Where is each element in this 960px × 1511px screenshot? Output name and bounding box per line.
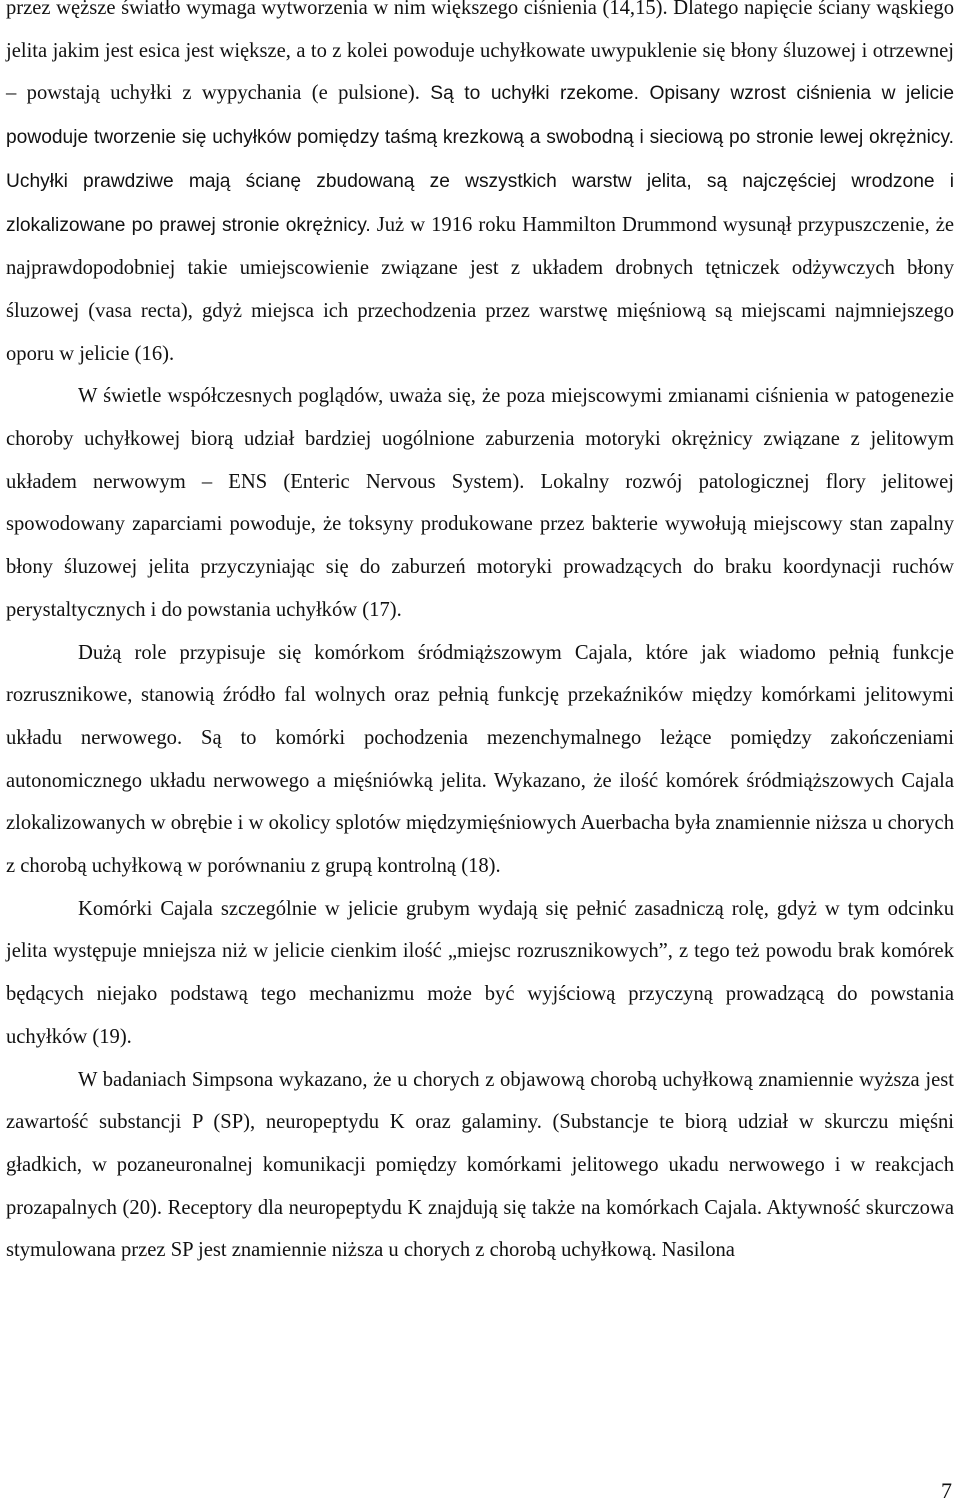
paragraph-1-part-1: przez węższe światło wymaga wytworzenia w nim większego ciśnienia (14,15). Dlatego napięcie ściany wąskiego jelita jakim jest esica jest większe, a to z kolei powoduje uchyłkowate uwypuklenie się błony śluzowej i otrzewnej – powstają uchyłki z wypychania (e pulsione). [6, 0, 954, 105]
paragraph-1-part-2: Są to uchyłki rzekome. Opisany wzrost ciśnienia w jelicie powoduje tworzenie się uchyłków pomiędzy taśmą krezkową a swobodną i sieciową po stronie lewej okrężnicy. Uchyłki prawdziwe mają ścianę zbudowaną ze wszystkich warstw jelita, są najczęściej wrodzone i zlokalizowane po prawej stronie okrężnicy. [6, 83, 954, 236]
paragraph-2 [6, 375, 954, 631]
paragraph-1-part-3: Już w 1916 roku Hammilton Drummond wysunął przypuszczenie, że najprawdopodobniej takie umiejscowienie związane jest z układem drobnych tętniczek odżywczych błony śluzowej (vasa recta), gdyż miejsca ich przechodzenia przez warstwę mięśniową są miejscami najmniejszego oporu w jelicie (16). [6, 213, 954, 365]
paragraph-3 [6, 632, 954, 888]
paragraph-5 [6, 1059, 954, 1273]
page-number: 7 [941, 1478, 952, 1503]
document-page [6, 0, 954, 1272]
paragraph-4-text: Komórki Cajala szczególnie w jelicie grubym wydają się pełnić zasadniczą rolę, gdyż w tym odcinku jelita występuje mniejsza niż w jelicie cienkim ilość „miejsc rozrusznikowych”, z tego też powodu brak komórek będących niejako podstawą tego mechanizmu może być wyjściową przyczyną prowadzącą do powstania uchyłków (19). [6, 897, 954, 1048]
paragraph-2-text: W świetle współczesnych poglądów, uważa się, że poza miejscowymi zmianami ciśnienia w patogenezie choroby uchyłkowej biorą udział bardziej uogólnione zaburzenia motoryki okrężnicy związane z jelitowym układem nerwowym – ENS (Enteric Nervous System). Lokalny rozwój patologicznej flory jelitowej spowodowany zaparciami powoduje, że toksyny produkowane przez bakterie wywołują miejscowy stan zapalny błony śluzowej jelita przyczyniając się do zaburzeń motoryki prowadzących do braku koordynacji ruchów perystaltycznych i do powstania uchyłków (17). [6, 385, 954, 621]
paragraph-4 [6, 888, 954, 1059]
paragraph-1 [6, 0, 954, 375]
paragraph-5-text: W badaniach Simpsona wykazano, że u chorych z objawową chorobą uchyłkową znamiennie wyższa jest zawartość substancji P (SP), neuropeptydu K oraz galaminy. (Substancje te biorą udział w skurczu mięśni gładkich, w pozaneuronalnej komunikacji pomiędzy komórkami jelitowego ukadu nerwowego i w reakcjach prozapalnych (20). Receptory dla neuropeptydu K znajdują się także na komórkach Cajala. Aktywność skurczowa stymulowana przez SP jest znamiennie niższa u chorych z chorobą uchyłkową. Nasilona [6, 1068, 954, 1262]
paragraph-3-text: Dużą role przypisuje się komórkom śródmiąższowym Cajala, które jak wiadomo pełnią funkcje rozrusznikowe, stanowią źródło fal wolnych oraz pełnią funkcję przekaźników między komórkami jelitowymi układu nerwowego. Są to komórki pochodzenia mezenchymalnego leżące pomiędzy zakończeniami autonomicznego układu nerwowego a mięśniówką jelita. Wykazano, że ilość komórek śródmiąższowych Cajala zlokalizowanych w obrębie i w okolicy splotów międzymięśniowych Auerbacha była znamiennie niższa u chorych z chorobą uchyłkową w porównaniu z grupą kontrolną (18). [6, 641, 954, 878]
